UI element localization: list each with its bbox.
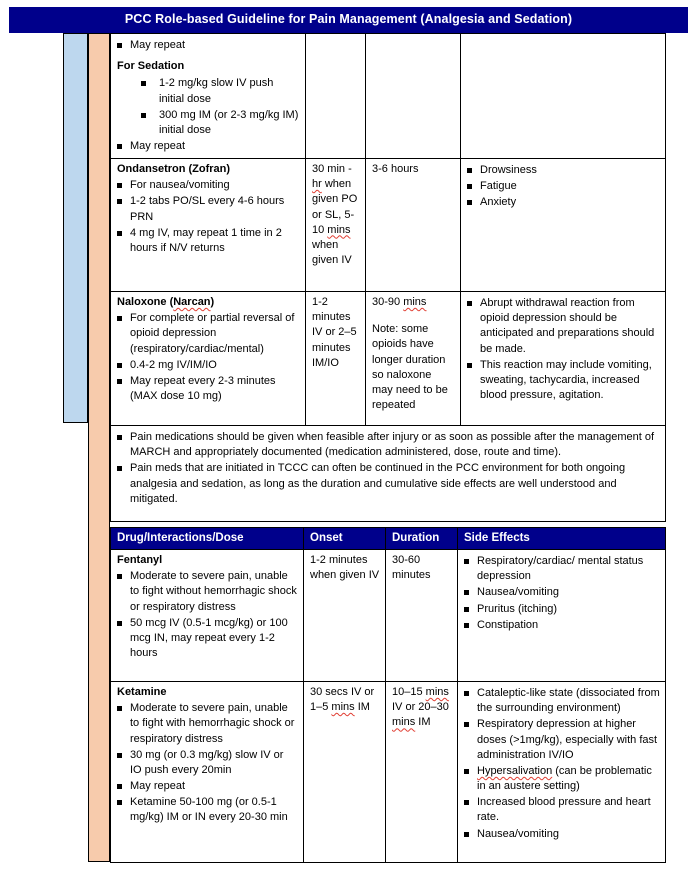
bullet-icon: [117, 144, 122, 149]
fentanyl-side-effects-cell: [458, 550, 666, 682]
ondansetron-onset-cell: [306, 159, 366, 292]
bullet-item: [117, 779, 298, 794]
bullet-text: Cataleptic-like state (dissociated from the surrounding environment): [477, 687, 660, 715]
table-row-ondansetron: [111, 159, 666, 292]
bullet-text: May repeat: [130, 780, 186, 793]
fentanyl-duration-cell: 30-60 minutes: [386, 550, 458, 682]
bullet-icon: [464, 607, 469, 612]
bullet-item: [464, 717, 660, 763]
bullet-text: Anxiety: [480, 196, 517, 209]
bullet-icon: [141, 81, 146, 86]
document-title: PCC Role-based Guideline for Pain Management (Analgesia and Sedation): [124, 12, 573, 27]
column-header-onset: Onset: [304, 528, 386, 550]
bullet-item: [467, 296, 660, 357]
bullet-item: [117, 76, 300, 106]
onset-text: 30 secs IV or 1–5: [310, 686, 375, 714]
bullet-item: [117, 569, 298, 615]
misspelled-word: mins: [327, 223, 351, 236]
table-row-naloxone: [111, 292, 666, 426]
document-title-bar: [9, 7, 688, 33]
bullet-item: [117, 358, 300, 373]
column-header-duration: Duration: [386, 528, 458, 550]
bullet-icon: [117, 316, 122, 321]
bullet-icon: [464, 691, 469, 696]
misspelled-word: mins: [392, 716, 416, 729]
bullet-item: [464, 686, 660, 716]
continuation-onset-cell: [306, 34, 366, 159]
naloxone-onset-cell: 1-2 minutes IV or 2–5 minutes IM/IO: [306, 292, 366, 426]
bullet-text: 1-2 tabs PO/SL every 4-6 hours PRN: [130, 195, 285, 223]
bullet-icon: [467, 200, 472, 205]
ondansetron-side-effects-cell: [461, 159, 666, 292]
bullet-item: [117, 38, 300, 53]
bullet-item: [464, 602, 660, 617]
bullet-text: Respiratory depression at higher doses (>1mg/kg), especially with fast administration IV/IO: [477, 718, 658, 761]
bullet-icon: [117, 574, 122, 579]
bullet-text: 0.4-2 mg IV/IM/IO: [130, 358, 217, 371]
bullet-item: [117, 194, 300, 224]
bullet-text: Nausea/vomiting: [477, 827, 559, 840]
bullet-text: 300 mg IM (or 2-3 mg/kg IM) initial dose: [159, 108, 299, 136]
bullet-icon: [467, 301, 472, 306]
onset-text: IM: [354, 701, 370, 714]
bullet-text: Abrupt withdrawal reaction from opioid depression should be anticipated and preparations should be made.: [480, 297, 655, 355]
bullet-icon: [117, 784, 122, 789]
bullet-icon: [464, 722, 469, 727]
ketamine-dose-cell: [111, 682, 304, 863]
naloxone-dose-cell: [111, 292, 306, 426]
bullet-icon: [464, 832, 469, 837]
bullet-text: This reaction may include vomiting, sweating, tachycardia, increased blood pressure, agitation.: [480, 358, 652, 402]
column-header-side-effects: Side Effects: [458, 528, 666, 550]
bullet-item: [464, 827, 660, 842]
drug-name: Ketamine: [117, 686, 167, 698]
ketamine-side-effects-cell: [458, 682, 666, 863]
duration-text: IM: [415, 716, 431, 729]
drug-name: Fentanyl: [117, 554, 163, 566]
fentanyl-onset-cell: 1-2 minutes when given IV: [304, 550, 386, 682]
bullet-icon: [117, 183, 122, 188]
bullet-icon: [117, 706, 122, 711]
column-header-drug: Drug/Interactions/Dose: [111, 528, 304, 550]
duration-text: 10–15: [392, 686, 426, 698]
bullet-item: [117, 795, 298, 825]
bullet-icon: [464, 769, 469, 774]
left-accent-bar-peach: [88, 33, 110, 862]
bullet-text: May repeat: [130, 39, 186, 51]
ondansetron-dose-cell: [111, 159, 306, 292]
bullet-icon: [117, 43, 122, 48]
bullet-icon: [467, 184, 472, 189]
upper-drug-table: [110, 33, 666, 522]
bullet-item: [464, 764, 660, 794]
bullet-icon: [117, 435, 122, 440]
onset-text: when given IV: [312, 238, 352, 267]
bullet-text: Drowsiness: [480, 164, 537, 176]
bullet-item: [117, 701, 298, 747]
ketamine-onset-cell: [304, 682, 386, 863]
misspelled-word: Narcan: [173, 296, 211, 308]
onset-text: when given PO or SL, 5-10: [312, 178, 358, 236]
bullet-text: May repeat: [130, 140, 186, 153]
bullet-icon: [117, 379, 122, 384]
bullet-icon: [117, 621, 122, 626]
fentanyl-dose-cell: [111, 550, 304, 682]
bullet-text: May repeat every 2-3 minutes (MAX dose 10 mg): [130, 374, 276, 403]
drug-name: [117, 295, 300, 310]
bullet-text: Increased blood pressure and heart rate.: [477, 796, 651, 824]
bullet-icon: [117, 199, 122, 204]
continuation-duration-cell: [366, 34, 461, 159]
bullet-item: [117, 108, 300, 138]
table-row-notes: [111, 426, 666, 522]
bullet-text: 4 mg IV, may repeat 1 time in 2 hours if N/V returns: [130, 226, 282, 254]
bullet-text: Ketamine 50-100 mg (or 0.5-1 mg/kg) IM or IN every 20-30 min: [130, 796, 288, 824]
duration-text: IV or 20–30: [392, 701, 449, 714]
duration-value: 30-90: [372, 296, 404, 308]
bullet-icon: [141, 113, 146, 118]
bullet-icon: [464, 559, 469, 564]
misspelled-word: mins: [425, 686, 449, 698]
ondansetron-duration-cell: 3-6 hours: [366, 159, 461, 292]
naloxone-duration-cell: [366, 292, 461, 426]
table-header-row: [111, 528, 666, 550]
misspelled-word: mins: [403, 296, 427, 308]
duration-text: [372, 295, 455, 310]
bullet-item: [464, 618, 660, 633]
bullet-icon: [117, 363, 122, 368]
misspelled-word: Hypersalivation: [477, 764, 553, 777]
bullet-item: [467, 163, 660, 178]
bullet-text: Nausea/vomiting: [477, 586, 559, 599]
naloxone-side-effects-cell: [461, 292, 666, 426]
bullet-text: Pain meds that are initiated in TCCC can often be continued in the PCC environment for both ongoing analgesia and sedation, as long as the duration and cumulative side effects are well understood and mitigated.: [130, 462, 626, 505]
bullet-text: For complete or partial reversal of opioid depression (respiratory/cardiac/mental): [130, 312, 295, 355]
bullet-item: [117, 748, 298, 778]
bullet-item: [117, 226, 300, 256]
bullet-icon: [467, 168, 472, 173]
bullet-item: [467, 358, 660, 404]
bullet-text: Respiratory/cardiac/ mental status depression: [477, 555, 644, 583]
drug-name: Ondansetron (Zofran): [117, 163, 231, 175]
bullet-icon: [117, 231, 122, 236]
bullet-text: Moderate to severe pain, unable to fight without hemorrhagic shock or respiratory distress: [130, 570, 297, 613]
bullet-text: Fatigue: [480, 180, 517, 193]
for-sedation-subheading: For Sedation: [117, 60, 185, 73]
continuation-dose-cell: [111, 34, 306, 159]
bullet-item: [117, 178, 300, 193]
bullet-icon: [464, 800, 469, 805]
left-accent-bar-blue: [63, 33, 88, 423]
bullet-icon: [117, 753, 122, 758]
bullet-item: [117, 461, 660, 507]
bullet-item: [464, 795, 660, 825]
drug-name-text: Naloxone (: [117, 296, 174, 308]
pain-management-notes-cell: [111, 426, 666, 522]
bullet-icon: [464, 623, 469, 628]
bullet-icon: [117, 466, 122, 471]
bullet-icon: [467, 363, 472, 368]
table-row-ketamine: [111, 682, 666, 863]
misspelled-word: hr: [312, 178, 322, 191]
table-row-continuation: [111, 34, 666, 159]
bullet-item: [117, 139, 300, 154]
bullet-text: [477, 764, 660, 794]
bullet-icon: [117, 800, 122, 805]
bullet-text: 30 mg (or 0.3 mg/kg) slow IV or IO push every 20min: [130, 748, 284, 776]
bullet-text: 1-2 mg/kg slow IV push initial dose: [159, 77, 274, 105]
bullet-item: [117, 616, 298, 662]
continuation-side-effects-cell: [461, 34, 666, 159]
bullet-text: 50 mcg IV (0.5-1 mcg/kg) or 100 mcg IN, may repeat every 1-2 hours: [130, 616, 288, 660]
bullet-text: Moderate to severe pain, unable to fight with hemorrhagic shock or respiratory distress: [130, 702, 295, 745]
duration-note: Note: some opioids have longer duration so naloxone may need to be repeated: [372, 323, 448, 412]
bullet-item: [467, 195, 660, 210]
bullet-text: Pruritus (itching): [477, 602, 558, 615]
bullet-text: Constipation: [477, 618, 539, 631]
bullet-item: [117, 374, 300, 404]
bullet-item: [464, 585, 660, 600]
bullet-text-rest: (can be problematic in an austere setting): [477, 764, 652, 793]
lower-drug-table: [110, 527, 666, 863]
bullet-icon: [464, 590, 469, 595]
bullet-text: Pain medications should be given when feasible after injury or as soon as possible after the management of MARCH and appropriately documented (medication administered, dose, route and time).: [130, 431, 655, 459]
table-row-fentanyl: [111, 550, 666, 682]
bullet-item: [117, 311, 300, 357]
ketamine-duration-cell: [386, 682, 458, 863]
bullet-item: [117, 430, 660, 460]
bullet-text: For nausea/vomiting: [130, 179, 230, 192]
drug-name-text: ): [210, 296, 215, 308]
misspelled-word: mins: [331, 701, 355, 714]
bullet-item: [464, 554, 660, 584]
onset-text: 30 min -: [312, 163, 352, 175]
bullet-item: [467, 179, 660, 194]
